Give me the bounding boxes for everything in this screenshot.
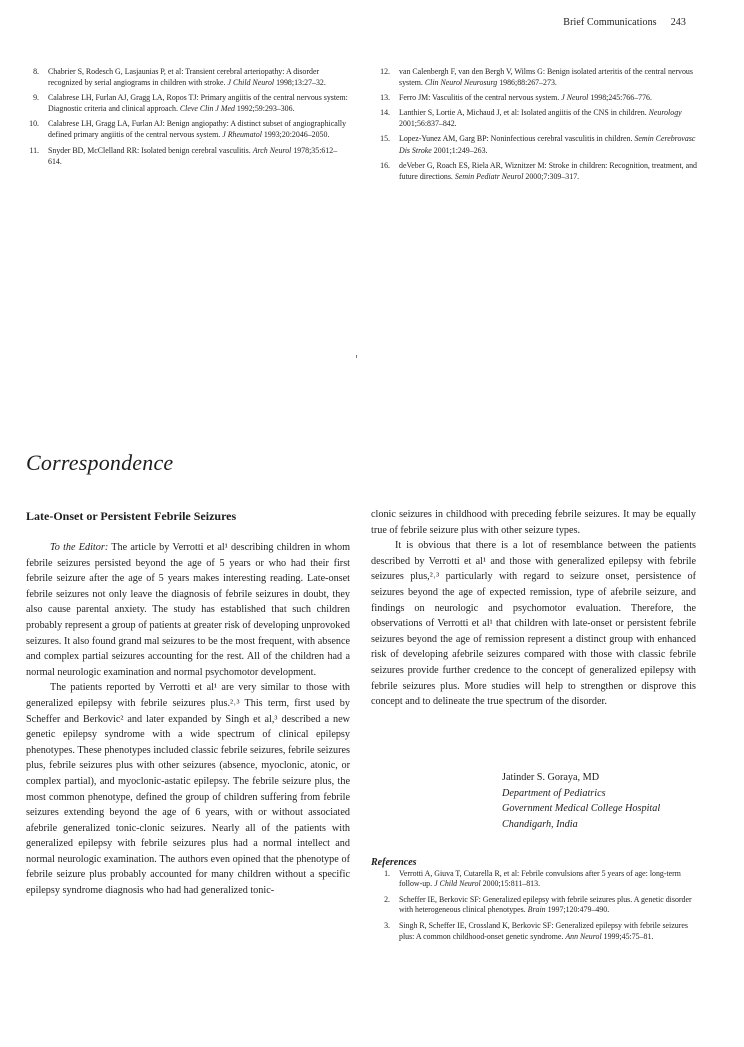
reference-text: Lanthier S, Lortie A, Michaud J, et al: Isolated angiitis of the CNS in children. bbox=[399, 108, 647, 118]
reference-citation: 2001;1:249–263. bbox=[433, 145, 488, 155]
reference-citation: 1998;13:27–32. bbox=[276, 78, 326, 88]
author-department: Department of Pediatrics bbox=[502, 787, 606, 799]
article-title: Late-Onset or Persistent Febrile Seizures bbox=[26, 509, 237, 523]
reference-text: Singh R, Scheffer IE, Crossland K, Berkovic SF: Generalized epilepsy with febrile seizures plus: A common childhood-onset genetic syndrome. bbox=[399, 920, 688, 941]
reference-number: 8. bbox=[33, 67, 39, 76]
author-name: Jatinder S. Goraya, MD bbox=[502, 772, 600, 783]
reference-text: van Calenbergh F, van den Bergh V, Wilms G: Benign isolated arteritis of the central nervous system. bbox=[399, 67, 693, 88]
reference-text: Calabrese LH, Gragg LA, Furlan AJ: Benign angiopathy: A distinct subset of angiographically defined primary angiitis of the central nervous system. bbox=[48, 119, 347, 140]
reference-citation: 1999;45:75–81. bbox=[603, 931, 654, 941]
reference-list-right bbox=[371, 66, 707, 186]
reference-journal: J Child Neurol bbox=[434, 879, 481, 889]
reference-list-left bbox=[20, 66, 350, 171]
reference-journal: J Child Neurol bbox=[227, 78, 275, 88]
reference-citation: 1993;20:2046–2050. bbox=[263, 130, 330, 140]
running-header bbox=[563, 17, 686, 28]
author-signature bbox=[502, 770, 660, 832]
references-heading: References bbox=[371, 857, 417, 868]
paragraph-text: The article by Verrotti et al¹ describing children in whom febrile seizures persisted beyond the age of 5 years or who had their first febrile seizure after the age of 5 years makes interesting reading. Late-onset febrile seizures not only leave the diagnosis of febrile seizures in doubt, they also cause parental anxiety. The study has established that such children probably represent a group of patients at greater risk of developing unprovoked seizures. It also found grand mal seizures to be the most frequent, with absence and complex partial seizures accounting for the rest. All of the children had a normal neurologic examination and normal psychomotor development. bbox=[26, 542, 350, 678]
reference-item bbox=[371, 92, 707, 103]
reference-item bbox=[371, 895, 696, 916]
reference-journal: Brain bbox=[527, 905, 546, 915]
reference-text: Ferro JM: Vasculitis of the central nervous system. bbox=[399, 93, 560, 103]
reference-item bbox=[20, 145, 350, 167]
reference-journal: Ann Neurol bbox=[565, 931, 602, 941]
reference-text: Verrotti A, Giuva T, Cutarella R, et al: Febrile convulsions after 5 years of age: long-term follow-up. bbox=[399, 868, 681, 889]
reference-item bbox=[371, 869, 696, 890]
reference-journal: Cleve Clin J Med bbox=[179, 104, 235, 114]
body-paragraph: The patients reported by Verrotti et al¹ are very similar to those with generalized epilepsy with febrile seizures plus.²˒³ This term, first used by Scheffer and Berkovic² and later expanded by Singh et al,³ described a new genetic epilepsy syndrome with a wide spectrum of clinical epilepsy phenotypes. These phenotypes included classic febrile seizures, febrile seizures plus, febrile seizures plus with other seizures (absence, myoclonic, atonic, or complex partial), and myoclonic-astatic epilepsy. The febrile seizure plus, the most common phenotype, defined the group of children suffering from febrile seizures extending beyond the age of 6 years, with or without associated afebrile generalized tonic-clonic seizures. Nearly all of the patients with generalized epilepsy with febrile seizures plus had a normal intellect and normal neurologic examination. The authors even opined that the phenotype of febrile seizure plus probably accounted for many children without a specific epilepsy syndrome diagnosis who had had generalized tonic- bbox=[26, 682, 350, 897]
reference-number: 15. bbox=[380, 134, 390, 144]
reference-text: Snyder BD, McClelland RR: Isolated benign cerebral vasculitis. bbox=[48, 145, 251, 155]
running-header-section: Brief Communications bbox=[563, 17, 657, 28]
salutation: To the Editor: bbox=[50, 542, 109, 553]
reference-item bbox=[20, 66, 350, 88]
body-paragraph: It is obvious that there is a lot of resemblance between the patients described by Verrotti et al¹ and those with generalized epilepsy with febrile seizures plus,²˒³ particularly with regard to seizure onset, persistence of seizures beyond the age of expected remission, type of afebrile seizure, and findings on neurologic and psychomotor evaluation. Therefore, the observations of Verrotti et al¹ that children with late-onset or persistent febrile seizures beyond the age of remission represent a distinct group with enhanced risk of developing afebrile seizures compared with those with classic febrile seizures provide further credence to the concept of generalized epilepsy with febrile seizures plus. More studies will help to strengthen or disprove this concept and to delineate the true spectrum of the disorder. bbox=[371, 540, 696, 708]
reference-journal: Neurology bbox=[648, 108, 682, 118]
reference-number: 9. bbox=[33, 93, 39, 103]
reference-item bbox=[371, 133, 707, 155]
reference-citation: 1978;35:612–614. bbox=[48, 145, 338, 166]
reference-number: 12. bbox=[380, 67, 390, 76]
section-title: Correspondence bbox=[26, 450, 174, 475]
reference-citation: 1986;88:267–273. bbox=[499, 78, 557, 88]
body-paragraph-continued: clonic seizures in childhood with preceding febrile seizures. It may be equally true of febrile seizure plus with other seizure types. bbox=[371, 509, 696, 536]
reference-citation: 1992;59:293–306. bbox=[236, 104, 295, 114]
scan-speck bbox=[356, 355, 357, 358]
body-paragraph bbox=[26, 540, 350, 680]
author-institution: Government Medical College Hospital bbox=[502, 803, 661, 815]
reference-citation: 1997;120:479–490. bbox=[547, 905, 610, 915]
reference-journal: Semin Pediatr Neurol bbox=[454, 171, 524, 181]
reference-journal: Semin Cerebrovasc Dis Stroke bbox=[399, 134, 696, 155]
reference-number: 2. bbox=[384, 894, 390, 904]
reference-item bbox=[371, 66, 707, 88]
letter-column-left bbox=[26, 507, 350, 899]
reference-number: 1. bbox=[384, 868, 390, 878]
reference-citation: 1998;245:766–776. bbox=[590, 93, 652, 103]
reference-number: 11. bbox=[29, 145, 39, 155]
reference-item bbox=[371, 160, 707, 182]
reference-journal: J Rheumatol bbox=[222, 130, 262, 140]
reference-item bbox=[20, 92, 350, 114]
reference-journal: J Neurol bbox=[561, 93, 589, 103]
reference-item bbox=[20, 118, 350, 140]
reference-text: Lopez-Yunez AM, Garg BP: Noninfectious cerebral vasculitis in children. bbox=[399, 134, 633, 144]
letter-column-right bbox=[371, 507, 696, 710]
author-city: Chandigarh, India bbox=[502, 818, 578, 830]
reference-citation: 2000;7:309–317. bbox=[525, 171, 580, 181]
reference-item bbox=[371, 107, 707, 129]
reference-citation: 2001;56:837–842. bbox=[399, 119, 457, 129]
reference-text: Chabrier S, Rodesch G, Lasjaunias P, et al: Transient cerebral arteriopathy: A disorder recognized by serial angiograms in children with stroke. bbox=[48, 67, 320, 88]
reference-text: Scheffer IE, Berkovic SF: Generalized epilepsy with febrile seizures plus. A genetic disorder with heterogeneous clinical phenotypes. bbox=[399, 894, 692, 915]
reference-number: 14. bbox=[380, 108, 390, 118]
reference-item bbox=[371, 921, 696, 942]
reference-journal: Clin Neurol Neurosurg bbox=[424, 78, 498, 88]
reference-number: 13. bbox=[380, 93, 390, 103]
letter-references bbox=[371, 858, 696, 947]
reference-journal: Arch Neurol bbox=[252, 145, 292, 155]
reference-number: 16. bbox=[380, 160, 390, 170]
reference-text: Calabrese LH, Furlan AJ, Gragg LA, Ropos TJ: Primary angiitis of the central nervous system: Diagnostic criteria and clinical approach. bbox=[48, 93, 348, 114]
reference-citation: 2000;15:811–813. bbox=[482, 879, 541, 889]
reference-text: deVeber G, Roach ES, Riela AR, Wiznitzer M: Stroke in children: Recognition, treatment, and future directions. bbox=[399, 160, 697, 181]
reference-number: 10. bbox=[29, 119, 39, 129]
reference-number: 3. bbox=[384, 920, 390, 930]
page-number: 243 bbox=[670, 17, 686, 28]
